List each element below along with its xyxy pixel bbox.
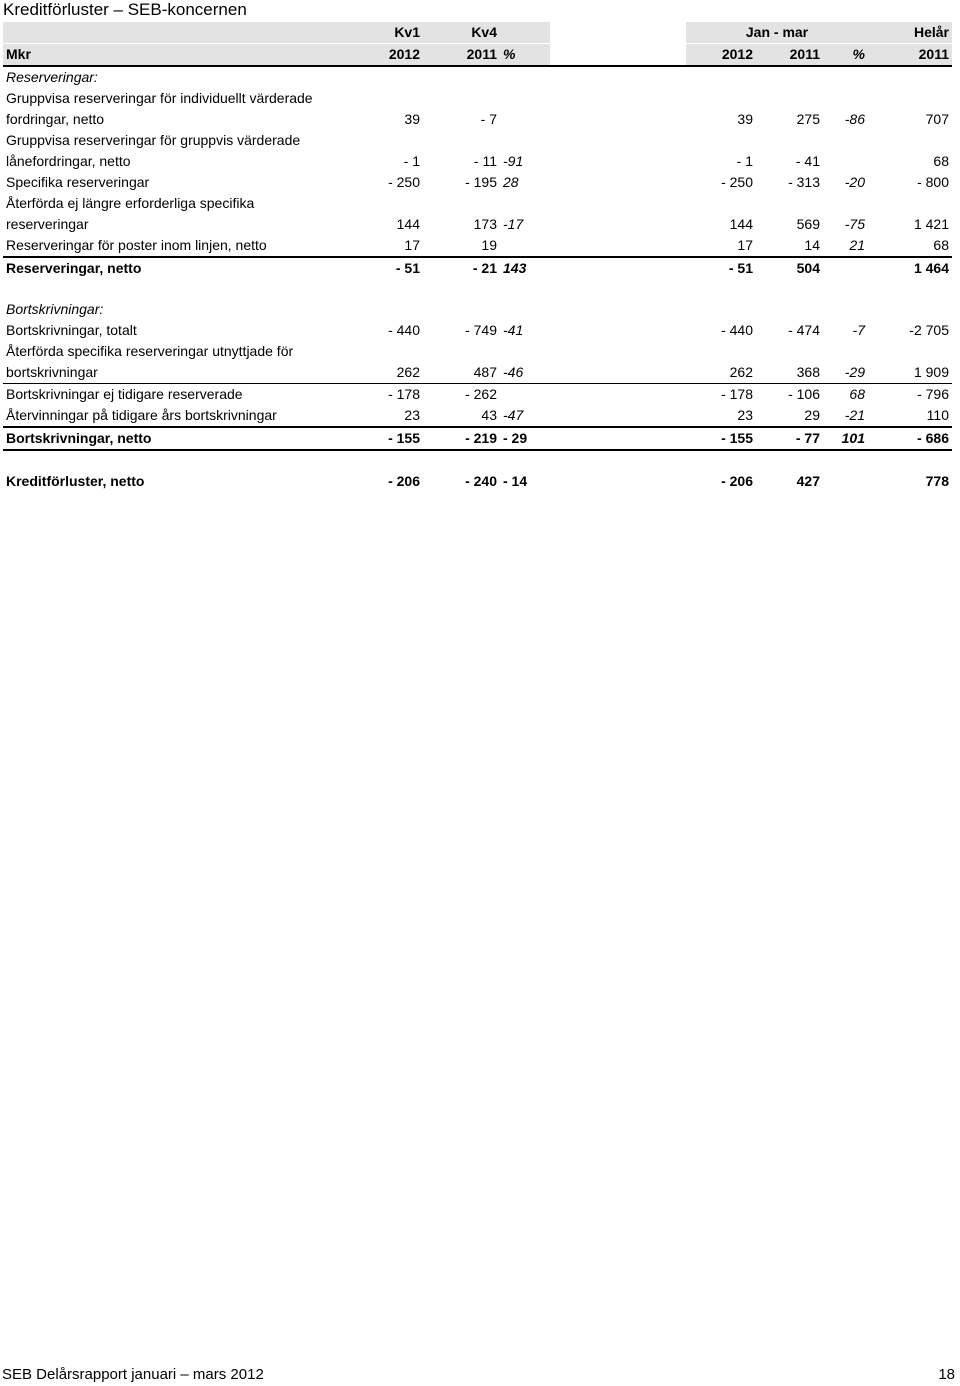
cell: 368 [756, 362, 823, 384]
page-number: 18 [938, 1366, 955, 1383]
cell: 39 [404, 111, 420, 127]
cell: 23 [686, 405, 756, 427]
cell: - 41 [795, 153, 820, 169]
table-row [3, 172, 952, 193]
cell-percent: 101 [823, 427, 868, 450]
cell: - 206 [721, 473, 753, 489]
cell: - 1 [403, 153, 420, 169]
table-row-continued [3, 193, 952, 214]
cell-percent: -47 [500, 405, 550, 427]
cell: - 250 [388, 174, 420, 190]
cell: 68 [933, 153, 949, 169]
header-kv1: Kv1 [363, 22, 423, 44]
cell: 1 464 [913, 260, 949, 276]
cell: - 313 [788, 174, 820, 190]
cell-percent: -29 [823, 362, 868, 384]
table-row [3, 214, 952, 235]
row-label: Reserveringar för poster inom linjen, netto [3, 235, 363, 257]
row-label: bortskrivningar [3, 362, 363, 384]
cell: - 21 [472, 260, 497, 276]
cell: 275 [796, 111, 820, 127]
row-label: Gruppvisa reserveringar för individuellt värderade [6, 90, 313, 106]
page-title: Kreditförluster – SEB-koncernen [3, 0, 247, 19]
row-label: Återvinningar på tidigare års bortskrivningar [3, 405, 363, 427]
table-row-continued [3, 130, 952, 151]
section-reserveringar: Reserveringar: [6, 69, 98, 85]
cell: -2 705 [909, 322, 949, 338]
cell: - 77 [756, 427, 823, 450]
row-label: fordringar, netto [6, 111, 105, 127]
table-row-total [3, 257, 952, 279]
cell: 43 [423, 405, 500, 427]
cell: 23 [363, 405, 423, 427]
cell: 14 [756, 235, 823, 257]
spacer [3, 450, 952, 471]
cell: 778 [925, 473, 949, 489]
header-row-periods [3, 22, 952, 44]
cell-percent: -17 [503, 216, 524, 232]
cell-percent: 28 [503, 174, 519, 190]
cell: 707 [925, 111, 949, 127]
row-label: reserveringar [6, 216, 89, 232]
cell: - 178 [721, 386, 753, 402]
cell: 17 [363, 235, 423, 257]
cell-percent [500, 109, 550, 130]
row-label: Reserveringar, netto [6, 260, 142, 276]
cell: 29 [756, 405, 823, 427]
cell: 17 [686, 235, 756, 257]
row-label: Återförda specifika reserveringar utnyttjade för [6, 343, 294, 359]
cell-percent [823, 471, 868, 492]
cell: - 51 [395, 260, 420, 276]
row-label: Kreditförluster, netto [6, 473, 145, 489]
table-row [3, 109, 952, 130]
cell: - 51 [728, 260, 753, 276]
cell: - 155 [686, 427, 756, 450]
cell: 569 [796, 216, 820, 232]
cell: - 796 [917, 386, 949, 402]
row-label: Bortskrivningar ej tidigare reserverade [6, 386, 243, 402]
header-jan-mar: Jan - mar [686, 22, 868, 44]
cell: - 195 [465, 174, 497, 190]
cell: 19 [423, 235, 500, 257]
row-label: Bortskrivningar, netto [3, 427, 363, 450]
cell: - 11 [473, 153, 497, 169]
table-row [3, 405, 952, 427]
cell: 144 [729, 216, 753, 232]
cell-percent: 143 [503, 260, 527, 276]
cell: - 219 [423, 427, 500, 450]
table-row [3, 151, 952, 172]
cell: - 1 [736, 153, 753, 169]
cell: 1 909 [868, 362, 952, 384]
header-kv4: Kv4 [423, 22, 500, 44]
header-year: 2012 [686, 44, 756, 67]
cell: 262 [363, 362, 423, 384]
cell: 1 421 [913, 216, 949, 232]
cell: 504 [796, 260, 820, 276]
credit-losses-table [3, 22, 952, 492]
section-bortskrivningar: Bortskrivningar: [6, 301, 104, 317]
cell-percent [500, 235, 550, 257]
table-row [3, 320, 952, 341]
section-heading [3, 66, 952, 88]
table-row-grand-total [3, 471, 952, 492]
row-label: Bortskrivningar, totalt [6, 322, 137, 338]
cell: - 262 [465, 386, 497, 402]
cell: - 749 [465, 322, 497, 338]
header-year: 2012 [363, 44, 423, 67]
spacer [3, 279, 952, 299]
cell-percent: 68 [849, 386, 865, 402]
row-label: Återförda ej längre erforderliga specifika [6, 195, 255, 211]
cell: 173 [473, 216, 497, 232]
cell-percent: - 29 [500, 427, 550, 450]
cell: 144 [396, 216, 420, 232]
cell: - 800 [917, 174, 949, 190]
cell-percent: 21 [823, 235, 868, 257]
cell-percent: -20 [844, 174, 865, 190]
cell: - 250 [721, 174, 753, 190]
cell: 262 [686, 362, 756, 384]
header-year: 2011 [868, 44, 952, 67]
cell: 110 [868, 405, 952, 427]
cell: - 686 [868, 427, 952, 450]
row-label: lånefordringar, netto [6, 153, 131, 169]
cell: 39 [737, 111, 753, 127]
cell: 68 [868, 235, 952, 257]
table-row-continued [3, 88, 952, 109]
cell-percent: -21 [823, 405, 868, 427]
cell-percent: -46 [500, 362, 550, 384]
section-heading [3, 299, 952, 320]
header-year: 2011 [756, 44, 823, 67]
cell: - 178 [388, 386, 420, 402]
cell-percent [823, 257, 868, 279]
header-year: 2011 [423, 44, 500, 67]
cell: - 440 [388, 322, 420, 338]
cell: - 106 [788, 386, 820, 402]
table-row [3, 362, 952, 384]
cell-percent: -7 [852, 322, 865, 338]
cell-percent: -86 [844, 111, 865, 127]
table-row [3, 384, 952, 406]
table-row-total [3, 427, 952, 450]
cell-percent: -75 [844, 216, 865, 232]
row-label: Specifika reserveringar [6, 174, 150, 190]
cell: - 240 [465, 473, 497, 489]
cell: - 7 [480, 111, 497, 127]
cell-percent: - 14 [503, 473, 528, 489]
header-percent: % [823, 44, 868, 67]
cell-percent: -41 [503, 322, 524, 338]
header-mkr: Mkr [3, 44, 363, 67]
table-row [3, 235, 952, 257]
cell-percent [500, 384, 550, 406]
cell: - 155 [363, 427, 423, 450]
header-helar: Helår [868, 22, 952, 44]
cell-percent [823, 151, 868, 172]
cell: - 474 [788, 322, 820, 338]
footer-report-name: SEB Delårsrapport januari – mars 2012 [2, 1366, 264, 1383]
cell: 427 [796, 473, 820, 489]
header-row-years [3, 44, 952, 67]
cell: - 440 [721, 322, 753, 338]
cell: 487 [423, 362, 500, 384]
table-row-continued [3, 341, 952, 362]
cell-percent: -91 [503, 153, 524, 169]
header-percent: % [500, 44, 550, 67]
row-label: Gruppvisa reserveringar för gruppvis värderade [6, 132, 301, 148]
cell: - 206 [388, 473, 420, 489]
